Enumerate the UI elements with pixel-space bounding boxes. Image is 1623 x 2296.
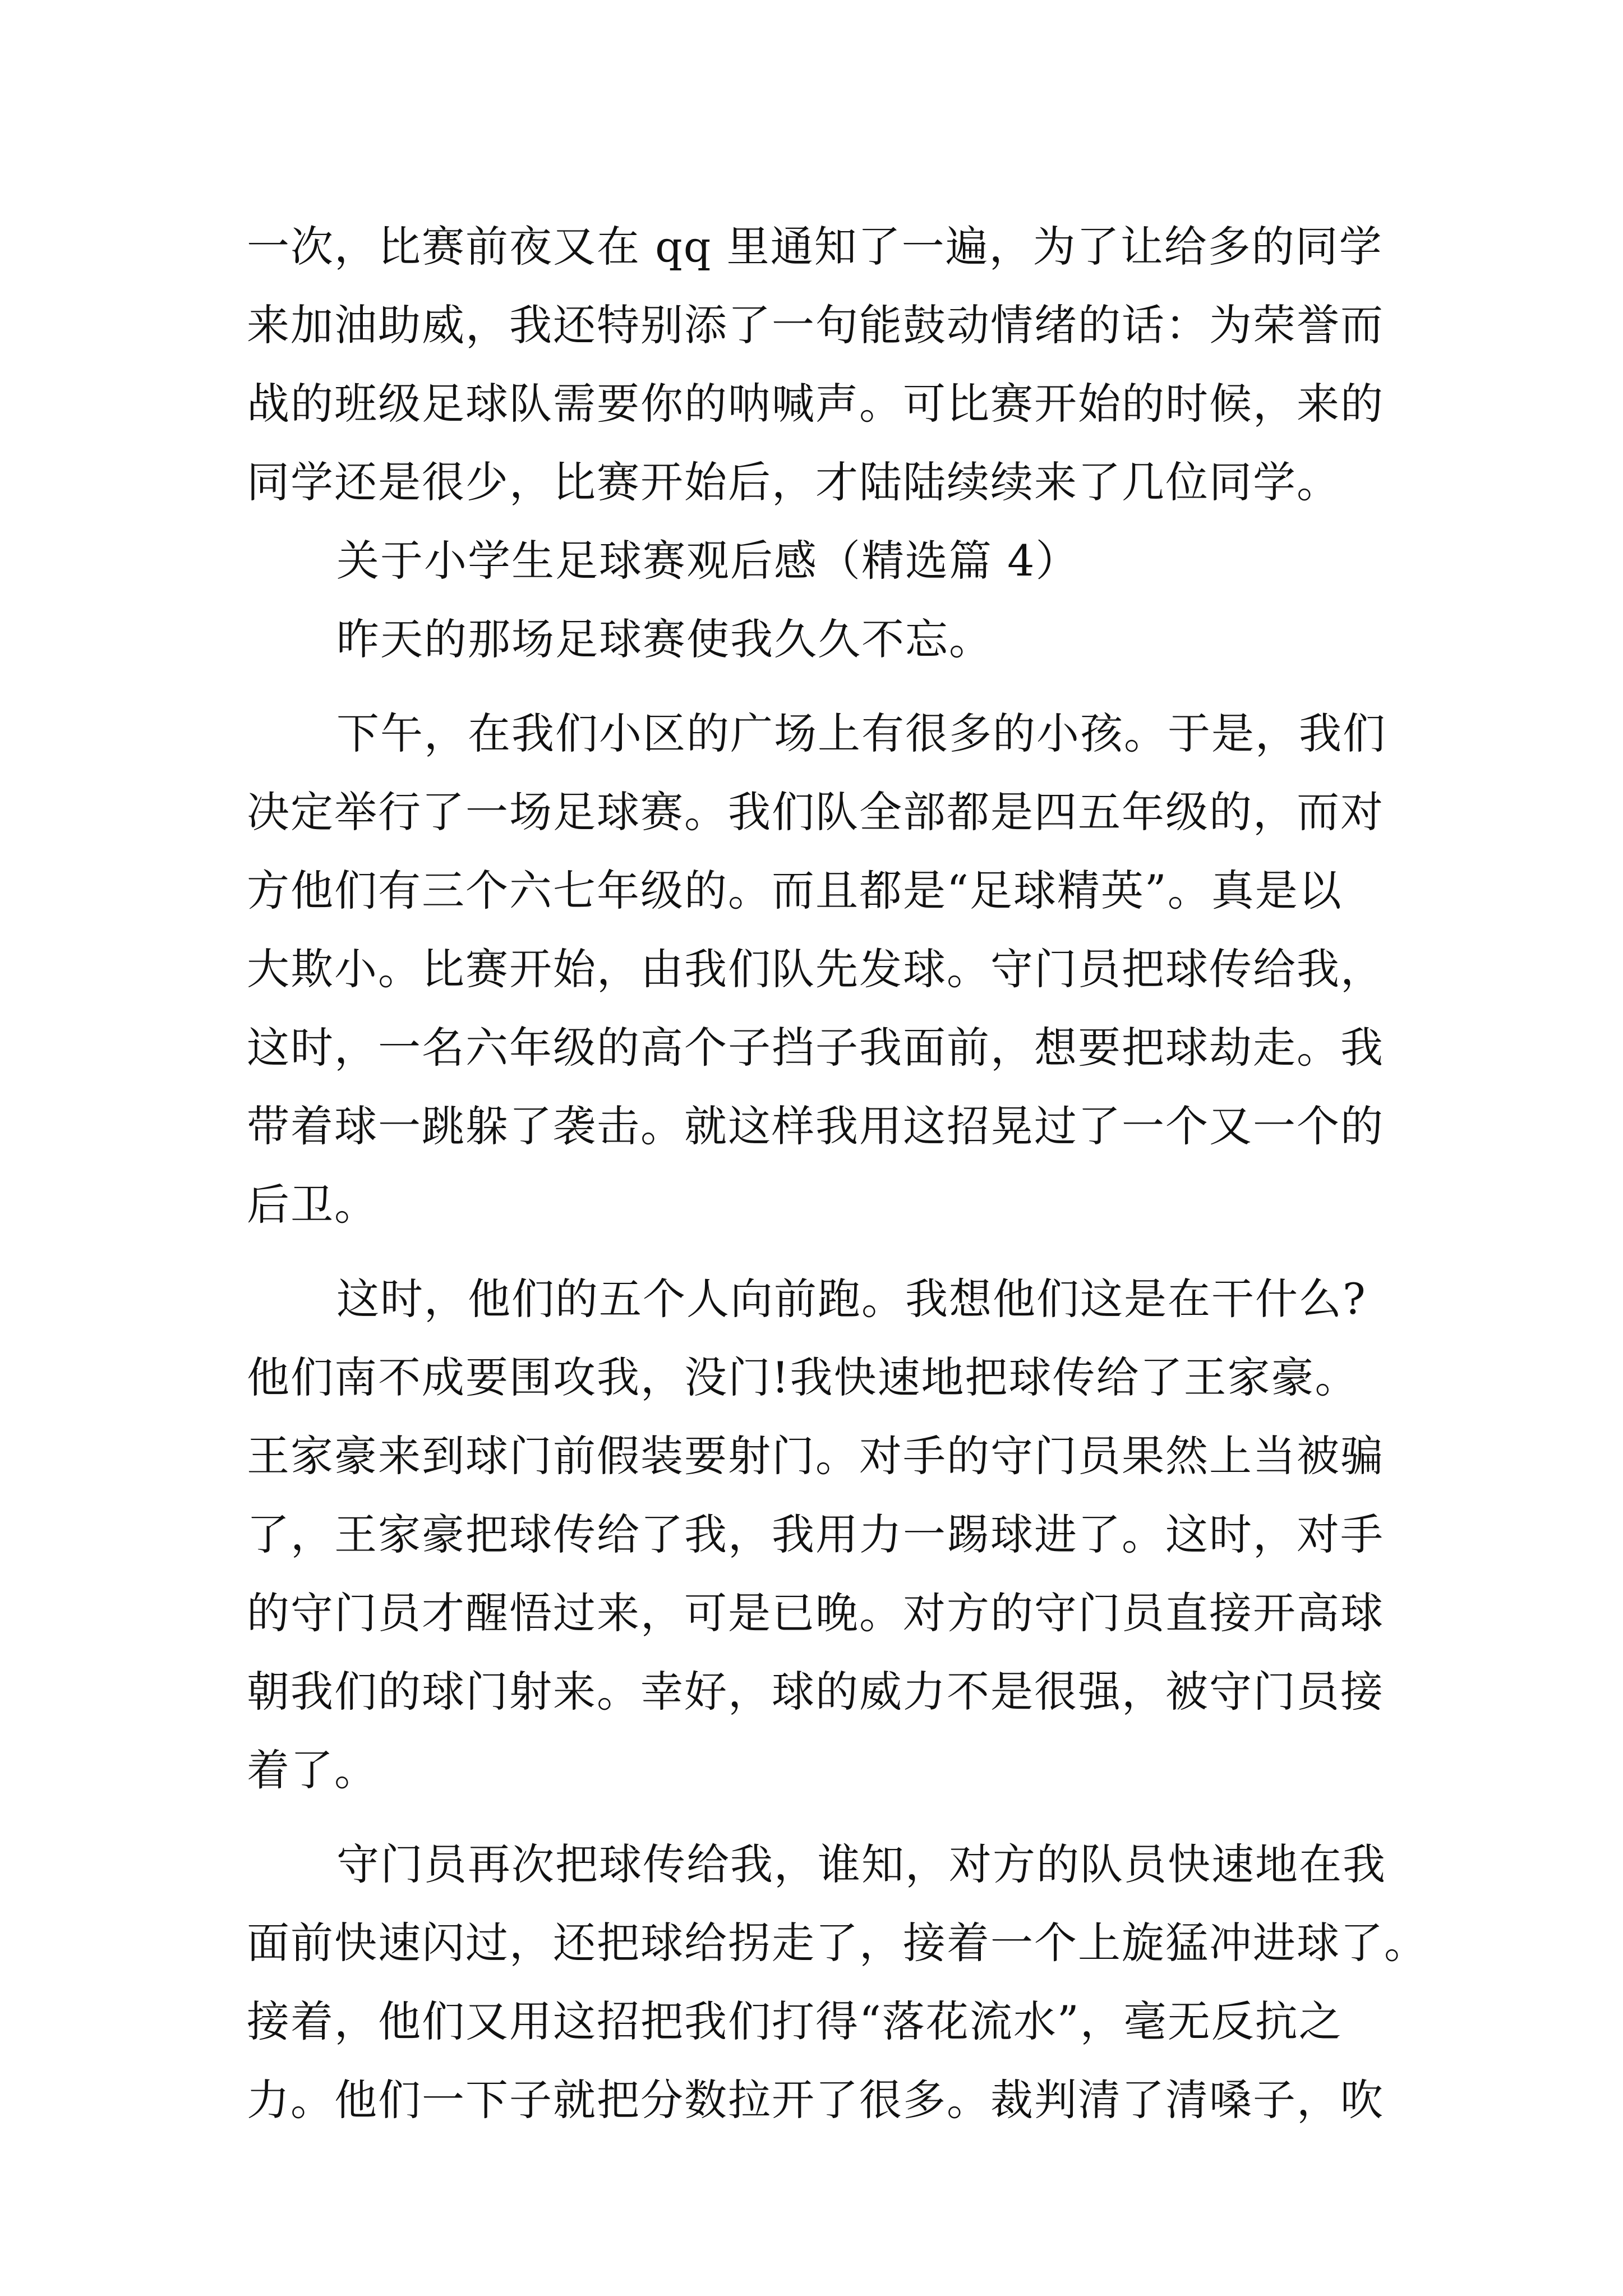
text-line: 后卫。 <box>247 1180 378 1230</box>
text-line: 带着球一跳躲了袭击。就这样我用这招晃过了一个又一个的 <box>247 1101 1384 1151</box>
text-line: 的守门员才醒悟过来，可是已晚。对方的守门员直接开高球 <box>247 1588 1384 1638</box>
text-line: 决定举行了一场足球赛。我们队全部都是四五年级的，而对 <box>247 787 1384 837</box>
paragraph-gap <box>247 1244 1396 1260</box>
text-line: 了，王家豪把球传给了我，我用力一踢球进了。这时，对手 <box>247 1510 1384 1559</box>
text-line: 一次，比赛前夜又在 qq 里通知了一遍，为了让给多的同学 <box>247 222 1383 272</box>
paragraph-3 <box>247 1260 1396 1810</box>
text-line: 方他们有三个六七年级的。而且都是“足球精英”。真是以 <box>247 866 1343 915</box>
section-title: 关于小学生足球赛观后感（精选篇 4） <box>336 536 1080 586</box>
text-line: 战的班级足球队需要你的呐喊声。可比赛开始的时候，来的 <box>247 379 1384 429</box>
text-line: 着了。 <box>247 1745 378 1795</box>
intro-paragraph <box>247 208 1396 522</box>
text-line: 同学还是很少，比赛开始后，才陆陆续续来了几位同学。 <box>247 457 1340 507</box>
text-line: 大欺小。比赛开始，由我们队先发球。守门员把球传给我， <box>247 944 1384 994</box>
paragraph-gap <box>247 679 1396 694</box>
opening-line: 昨天的那场足球赛使我久久不忘。 <box>336 614 993 664</box>
paragraph-2 <box>247 694 1396 1244</box>
text-line: 朝我们的球门射来。幸好，球的威力不是很强，被守门员接 <box>247 1667 1384 1717</box>
text-line: 守门员再次把球传给我，谁知，对方的队员快速地在我 <box>336 1839 1386 1889</box>
paragraph-4 <box>247 1825 1428 2139</box>
text-line: 这时，他们的五个人向前跑。我想他们这是在干什么? <box>336 1274 1367 1324</box>
text-line: 下午，在我们小区的广场上有很多的小孩。于是，我们 <box>336 708 1386 758</box>
text-line: 这时，一名六年级的高个子挡子我面前，想要把球劫走。我 <box>247 1023 1384 1073</box>
paragraph-gap <box>247 1810 1396 1825</box>
text-line: 王家豪来到球门前假装要射门。对手的守门员果然上当被骗 <box>247 1431 1384 1481</box>
text-line: 来加油助威，我还特别添了一句能鼓动情绪的话：为荣誉而 <box>247 300 1384 350</box>
text-line: 力。他们一下子就把分数拉开了很多。裁判清了清嗓子，吹 <box>247 2075 1384 2125</box>
text-line: 接着，他们又用这招把我们打得“落花流水”，毫无反抗之 <box>247 1996 1343 2046</box>
text-column <box>247 208 1428 2139</box>
text-line: 面前快速闪过，还把球给拐走了，接着一个上旋猛冲进球了。 <box>247 1918 1428 1968</box>
text-line: 他们南不成要围攻我，没门!我快速地把球传给了王家豪。 <box>247 1352 1359 1402</box>
